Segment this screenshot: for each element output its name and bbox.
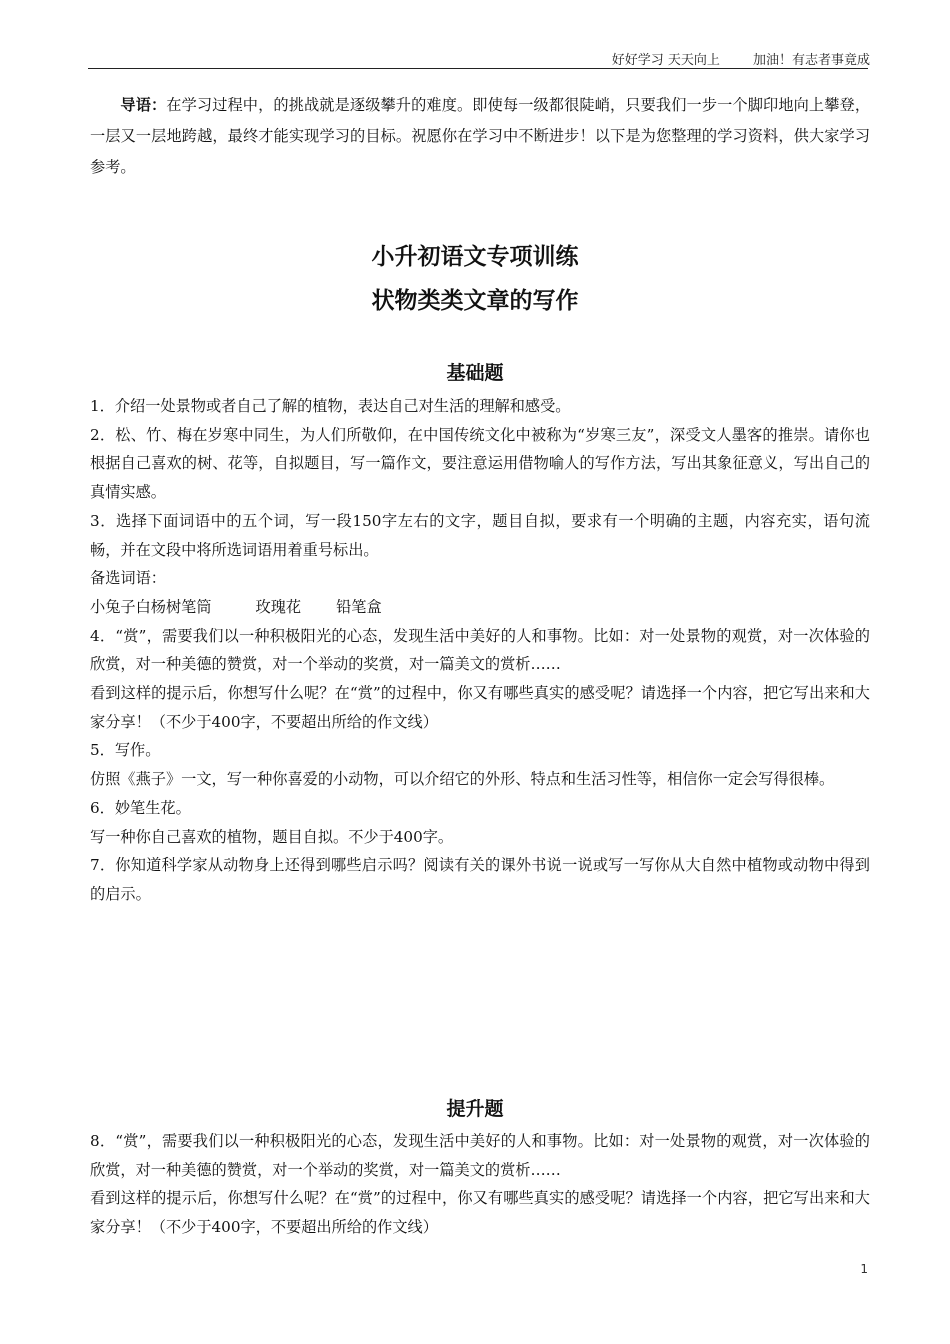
question-item: 2．松、竹、梅在岁寒中同生，为人们所敬仰，在中国传统文化中被称为“岁寒三友”，深受文人墨客的推崇。请你也根据自己喜欢的树、花等，自拟题目，写一篇作文，要注意运用借物喻人的写作方法，写出其象征意义，写出自己的真情实感。	[90, 425, 870, 502]
word-options-label: 备选词语：	[90, 569, 166, 588]
page-number: 1	[860, 1262, 868, 1276]
doc-title: 小升初语文专项训练	[371, 244, 579, 270]
basic-questions	[90, 392, 870, 909]
question-item: 看到这样的提示后，你想写什么呢？在“赏”的过程中，你又有哪些真实的感受呢？请选择一个内容，把它写出来和大家分享！（不少于400字，不要超出所给的作文线）	[90, 684, 870, 731]
intro-text: 在学习过程中，的挑战就是逐级攀升的难度。即使每一级都很陡峭，只要我们一步一个脚印地向上攀登，一层又一层地跨越，最终才能实现学习的目标。祝愿你在学习中不断进步！以下是为您整理的学习资料，供大家学习参考。	[90, 96, 871, 176]
section-heading-advanced: 提升题	[446, 1098, 504, 1120]
header-motto-right: 加油！有志者事竟成	[752, 53, 870, 68]
header-motto-left: 好好学习 天天向上	[611, 53, 720, 68]
question-item: 看到这样的提示后，你想写什么呢？在“赏”的过程中，你又有哪些真实的感受呢？请选择一个内容，把它写出来和大家分享！（不少于400字，不要超出所给的作文线）	[90, 1189, 870, 1237]
doc-subtitle: 状物类类文章的写作	[371, 288, 579, 314]
question-item: 3．选择下面词语中的五个词，写一段150字左右的文字，题目自拟，要求有一个明确的主题，内容充实，语句流畅，并在文段中将所选词语用着重号标出。	[90, 511, 870, 559]
question-item: 1．介绍一处景物或者自己了解的植物，表达自己对生活的理解和感受。	[90, 397, 571, 415]
word-options	[90, 593, 870, 622]
advanced-questions	[90, 1127, 870, 1242]
question-item: 5．写作。	[90, 741, 161, 760]
question-item: 8．“赏”，需要我们以一种积极阳光的心态，发现生活中美好的人和事物。比如：对一处景物的观赏，对一次体验的欣赏，对一种美德的赞赏，对一个举动的奖赏，对一篇美文的赏析……	[90, 1132, 870, 1179]
page-header	[612, 49, 870, 68]
word-option: 铅笔盒	[336, 597, 382, 616]
question-item: 写一种你自己喜欢的植物，题目自拟。不少于400字。	[90, 827, 454, 846]
question-item: 7．你知道科学家从动物身上还得到哪些启示吗？阅读有关的课外书说一说或写一写你从大自然中植物或动物中得到的启示。	[90, 856, 870, 903]
question-item: 6．妙笔生花。	[90, 798, 191, 817]
header-divider	[88, 68, 868, 69]
section-heading-basic: 基础题	[446, 362, 504, 384]
question-item: 4．“赏”，需要我们以一种积极阳光的心态，发现生活中美好的人和事物。比如：对一处景物的观赏，对一次体验的欣赏，对一种美德的赞赏，对一个举动的奖赏，对一篇美文的赏析……	[90, 626, 870, 674]
word-option: 小兔子白杨树笔筒	[90, 597, 212, 616]
intro-label: 导语：	[120, 96, 167, 114]
intro-paragraph	[90, 90, 870, 183]
word-option: 玫瑰花	[255, 597, 302, 616]
question-item: 仿照《燕子》一文，写一种你喜爱的小动物，可以介绍它的外形、特点和生活习性等，相信你一定会写得很棒。	[90, 770, 835, 789]
